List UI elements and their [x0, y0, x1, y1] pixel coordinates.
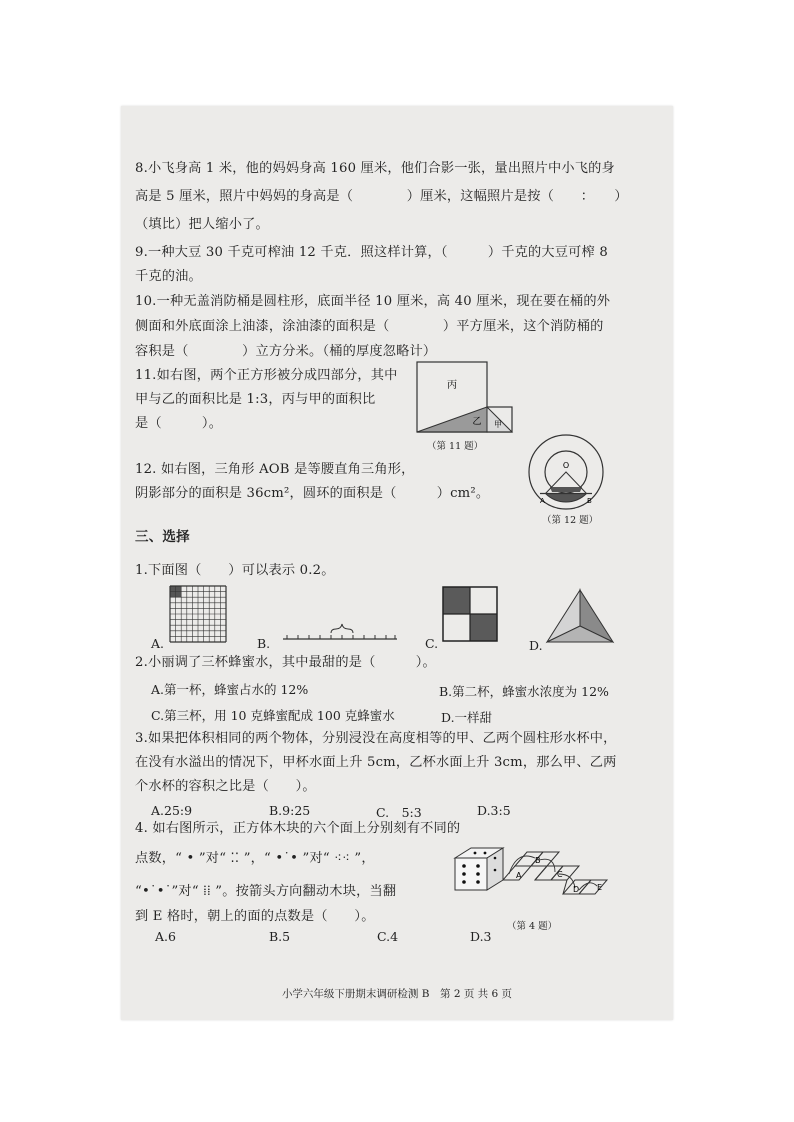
c1-option-d-label: D. [529, 638, 543, 653]
c3-option-c: C. 5:3 [376, 805, 422, 820]
grid-shaded-cell [176, 592, 182, 598]
c1-option-a-grid-figure [169, 585, 227, 643]
c3-option-d: D.3:5 [477, 803, 511, 818]
c3-option-b: B.9:25 [269, 803, 311, 818]
c4-option-d: D.3 [470, 929, 492, 944]
c1-option-b-numberline-figure [281, 621, 399, 645]
q8-line1: 8.小飞身高 1 米，他的妈妈身高 160 厘米，他们合影一张，量出照片中小飞的身 [135, 161, 615, 176]
c3-line1: 3.如果把体积相同的两个物体，分别浸没在高度相等的甲、乙两个圆柱形水杯中， [135, 731, 617, 746]
c4-option-a: A.6 [155, 929, 176, 944]
c4-option-c: C.4 [377, 929, 399, 944]
q12-label-a: A [540, 497, 545, 505]
c3-line3: 个水杯的容积之比是（ ）。 [135, 779, 316, 794]
c1-stem: 1.下面图（ ）可以表示 0.2。 [135, 563, 335, 578]
q12-line2: 阴影部分的面积是 36cm²，圆环的面积是（ ）cm²。 [135, 486, 490, 501]
c4-line1: 4. 如右图所示，正方体木块的六个面上分别刻有不同的 [135, 821, 461, 836]
q9-line1: 9.一种大豆 30 千克可榨油 12 千克．照这样计算，（ ）千克的大豆可榨 8 [135, 245, 608, 260]
q8-line2: 高是 5 厘米，照片中妈妈的身高是（ ）厘米，这幅照片是按（ ： ） [135, 189, 628, 204]
q12-ring-figure [526, 432, 606, 512]
c4-label-b: B [535, 856, 541, 865]
exam-page [121, 106, 673, 1020]
c2-option-c: C.第三杯，用 10 克蜂蜜配成 100 克蜂蜜水 [151, 708, 395, 723]
c4-label-c: C [557, 870, 563, 879]
section-title-choice: 三、选择 [135, 529, 190, 545]
c4-line4: 到 E 格时，朝上的面的点数是（ ）。 [135, 909, 375, 924]
c4-option-b: B.5 [269, 929, 291, 944]
q11-line3: 是（ ）。 [135, 416, 223, 431]
q11-line2: 甲与乙的面积比是 1:3，丙与甲的面积比 [135, 392, 376, 407]
c4-label-a: A [516, 871, 522, 880]
c2-option-a: A.第一杯，蜂蜜占水的 12% [151, 682, 309, 697]
c2-option-b: B.第二杯，蜂蜜水浓度为 12% [439, 684, 609, 699]
q10-line2: 侧面和外底面涂上油漆，涂油漆的面积是（ ）平方厘米，这个消防桶的 [135, 319, 604, 334]
c4-label-d: D [573, 885, 580, 894]
c4-label-e: E [597, 883, 603, 892]
q8-line3: （填比）把人缩小了。 [135, 217, 269, 232]
q11-line1: 11.如右图，两个正方形被分成四部分，其中 [135, 368, 398, 383]
c2-option-d: D.一样甜 [441, 710, 493, 725]
grid-shaded-cell [170, 586, 176, 592]
c3-option-a: A.25:9 [151, 803, 193, 818]
grid-shaded-cell [176, 586, 182, 592]
q12-label-b: B [587, 497, 592, 505]
c4-line2: 点数，“ • ”对“ ⁚⁚ ”，“ •˙• ”对“ ⁖⁖ ”， [135, 851, 375, 866]
c4-cube-path-figure [451, 844, 621, 918]
q9-line2: 千克的油。 [135, 269, 202, 284]
q10-line1: 10.一种无盖消防桶是圆柱形，底面半径 10 厘米，高 40 厘米，现在要在桶的外 [135, 294, 611, 309]
c4-caption: （第 4 题） [507, 921, 558, 932]
c1-option-c-label: C. [425, 636, 439, 651]
q11-label-yi: 乙 [472, 417, 482, 427]
c1-option-d-triangle-figure [545, 588, 615, 646]
q12-label-o: O [562, 461, 570, 470]
q11-label-jia: 甲 [494, 420, 502, 429]
c1-option-a-label: A. [151, 636, 165, 651]
c1-option-b-label: B. [257, 636, 271, 651]
grid-shaded-cell [170, 592, 176, 598]
c1-option-c-square-figure [442, 586, 498, 642]
page-footer: 小学六年级下册期末调研检测 B 第 2 页 共 6 页 [281, 988, 513, 1000]
c3-line2: 在没有水溢出的情况下，甲杯水面上升 5cm，乙杯水面上升 3cm，那么甲、乙两 [135, 755, 617, 770]
q11-two-squares-figure [414, 360, 514, 436]
q12-caption: （第 12 题） [542, 515, 599, 526]
q12-line1: 12. 如右图，三角形 AOB 是等腰直角三角形， [135, 462, 415, 477]
q11-label-bing: 丙 [447, 380, 457, 391]
c2-stem: 2.小丽调了三杯蜂蜜水，其中最甜的是（ ）。 [135, 655, 436, 670]
q11-caption: （第 11 题） [427, 441, 484, 452]
c4-line3: “•˙•˙”对“ ⁞⁞ ”。按箭头方向翻动木块，当翻 [135, 884, 397, 899]
q10-line3: 容积是（ ）立方分米。（桶的厚度忽略计） [135, 344, 437, 359]
